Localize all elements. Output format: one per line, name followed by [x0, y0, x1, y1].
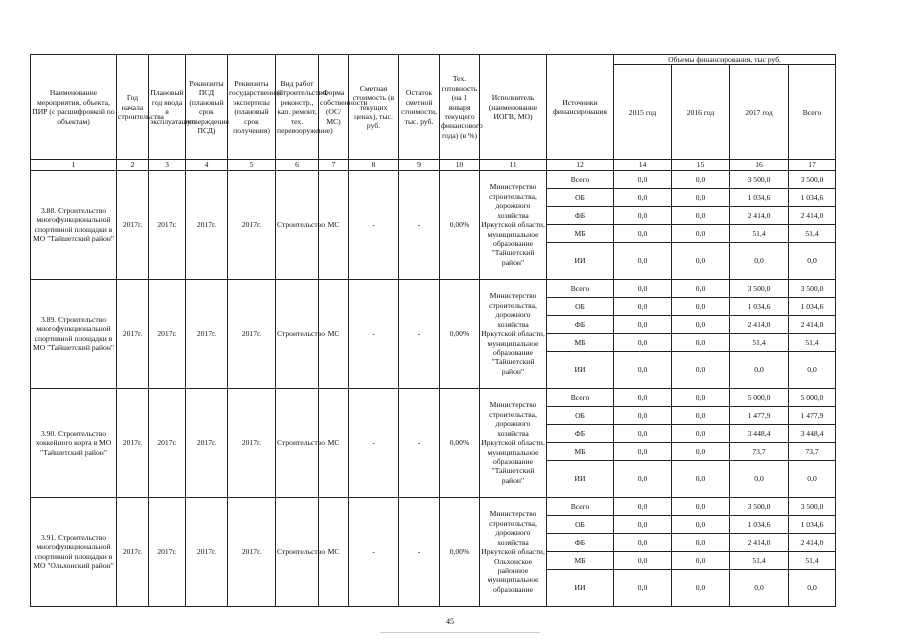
- column-number: 9: [399, 160, 440, 170]
- header-2016: 2016 год: [672, 65, 730, 160]
- work-type: Строительство: [276, 170, 319, 279]
- funding-total: 51,4: [789, 224, 836, 242]
- psd-date: 2017г.: [186, 388, 228, 497]
- table-row: [31, 497, 836, 515]
- column-number: 1: [31, 160, 117, 170]
- funding-y2016: 0,0: [672, 351, 730, 388]
- financing-table: [30, 54, 836, 607]
- expertise-date: 2017г.: [228, 388, 276, 497]
- funding-y2017: 3 500,0: [730, 279, 789, 297]
- header-2017: 2017 год: [730, 65, 789, 160]
- header-remainder: Остаток сметной стоимости, тыс. руб.: [399, 55, 440, 160]
- readiness-percent: 0,00%: [440, 279, 480, 388]
- header-name: Наименование мероприятия, объекта, ПИР (с расшифровкой по объектам): [31, 55, 117, 160]
- funding-source: ФБ: [547, 424, 614, 442]
- funding-y2017: 3 448,4: [730, 424, 789, 442]
- funding-total: 5 000,0: [789, 388, 836, 406]
- work-type: Строительство: [276, 279, 319, 388]
- remaining-cost: -: [399, 388, 440, 497]
- estimate-cost: -: [349, 170, 399, 279]
- funding-y2015: 0,0: [614, 424, 672, 442]
- estimate-cost: -: [349, 497, 399, 606]
- funding-y2017: 51,4: [730, 333, 789, 351]
- column-number: 4: [186, 160, 228, 170]
- psd-date: 2017г.: [186, 497, 228, 606]
- ownership-form: МС: [319, 388, 349, 497]
- commission-year: 2017г.: [149, 388, 186, 497]
- funding-total: 51,4: [789, 333, 836, 351]
- column-number: 10: [440, 160, 480, 170]
- funding-y2016: 0,0: [672, 442, 730, 460]
- column-numbers-row: [31, 160, 836, 170]
- funding-total: 1 034,6: [789, 297, 836, 315]
- funding-y2016: 0,0: [672, 188, 730, 206]
- funding-y2015: 0,0: [614, 297, 672, 315]
- header-total: Всего: [789, 65, 836, 160]
- header-readiness: Тех. готовность (на 1 января текущего финансового года) (в %): [440, 55, 480, 160]
- table-row: [31, 388, 836, 406]
- funding-source: ОБ: [547, 515, 614, 533]
- funding-source: ФБ: [547, 533, 614, 551]
- funding-y2015: 0,0: [614, 515, 672, 533]
- funding-source: МБ: [547, 333, 614, 351]
- funding-y2017: 3 500,0: [730, 497, 789, 515]
- funding-y2016: 0,0: [672, 297, 730, 315]
- expertise-date: 2017г.: [228, 497, 276, 606]
- funding-total: 1 034,6: [789, 515, 836, 533]
- psd-date: 2017г.: [186, 170, 228, 279]
- funding-y2015: 0,0: [614, 351, 672, 388]
- funding-y2017: 2 414,0: [730, 315, 789, 333]
- ownership-form: МС: [319, 497, 349, 606]
- funding-y2015: 0,0: [614, 569, 672, 606]
- column-number: 15: [672, 160, 730, 170]
- funding-y2015: 0,0: [614, 551, 672, 569]
- column-number: 11: [480, 160, 547, 170]
- funding-total: 1 477,9: [789, 406, 836, 424]
- funding-y2017: 73,7: [730, 442, 789, 460]
- funding-y2017: 1 477,9: [730, 406, 789, 424]
- funding-source: Всего: [547, 279, 614, 297]
- funding-y2017: 5 000,0: [730, 388, 789, 406]
- funding-total: 0,0: [789, 242, 836, 279]
- header-expertise: Реквизиты государственной экспертизы (плановый срок получения): [228, 55, 276, 160]
- object-name: 3.88. Строительство многофункциональной спортивной площадки в МО "Тайшетский район": [31, 170, 117, 279]
- funding-y2017: 1 034,6: [730, 515, 789, 533]
- start-year: 2017г.: [117, 388, 149, 497]
- funding-y2016: 0,0: [672, 515, 730, 533]
- funding-y2016: 0,0: [672, 388, 730, 406]
- funding-y2017: 3 500,0: [730, 170, 789, 188]
- header-ownership: Форма собственности (ОС/МС): [319, 55, 349, 160]
- bottom-edge-line: [380, 632, 540, 633]
- object-name: 3.90. Строительство хоккейного корта в МО "Тайшетский район": [31, 388, 117, 497]
- funding-source: ФБ: [547, 315, 614, 333]
- header-executor: Исполнитель (наименование ИОГВ, МО): [480, 55, 547, 160]
- funding-total: 73,7: [789, 442, 836, 460]
- funding-total: 0,0: [789, 460, 836, 497]
- expertise-date: 2017г.: [228, 279, 276, 388]
- funding-y2015: 0,0: [614, 460, 672, 497]
- funding-total: 3 500,0: [789, 279, 836, 297]
- funding-total: 0,0: [789, 351, 836, 388]
- header-financing-group: Объемы финансирования, тыс руб.: [614, 55, 836, 65]
- funding-y2015: 0,0: [614, 333, 672, 351]
- funding-source: МБ: [547, 551, 614, 569]
- funding-source: ИИ: [547, 460, 614, 497]
- funding-y2015: 0,0: [614, 206, 672, 224]
- funding-source: ИИ: [547, 569, 614, 606]
- funding-total: 51,4: [789, 551, 836, 569]
- header-commission-year: Плановый год ввода в эксплуатацию: [149, 55, 186, 160]
- funding-y2016: 0,0: [672, 460, 730, 497]
- table-row: [31, 279, 836, 297]
- ownership-form: МС: [319, 170, 349, 279]
- funding-source: ФБ: [547, 206, 614, 224]
- funding-y2015: 0,0: [614, 388, 672, 406]
- funding-y2015: 0,0: [614, 533, 672, 551]
- column-number: 3: [149, 160, 186, 170]
- funding-y2016: 0,0: [672, 206, 730, 224]
- funding-y2016: 0,0: [672, 551, 730, 569]
- funding-source: Всего: [547, 388, 614, 406]
- funding-y2017: 0,0: [730, 569, 789, 606]
- funding-source: ИИ: [547, 351, 614, 388]
- object-name: 3.89. Строительство многофункциональной спортивной площадки в МО "Тайшетский район": [31, 279, 117, 388]
- expertise-date: 2017г.: [228, 170, 276, 279]
- funding-source: МБ: [547, 224, 614, 242]
- column-number: 16: [730, 160, 789, 170]
- readiness-percent: 0,00%: [440, 388, 480, 497]
- page-number: 45: [446, 617, 454, 626]
- ownership-form: МС: [319, 279, 349, 388]
- funding-total: 2 414,0: [789, 206, 836, 224]
- funding-y2017: 2 414,0: [730, 206, 789, 224]
- header-start-year: Год начала строительства: [117, 55, 149, 160]
- psd-date: 2017г.: [186, 279, 228, 388]
- commission-year: 2017г.: [149, 497, 186, 606]
- funding-source: ОБ: [547, 406, 614, 424]
- funding-total: 0,0: [789, 569, 836, 606]
- header-sources: Источники финансирования: [547, 55, 614, 160]
- funding-y2016: 0,0: [672, 333, 730, 351]
- funding-y2015: 0,0: [614, 170, 672, 188]
- funding-y2016: 0,0: [672, 315, 730, 333]
- column-number: 12: [547, 160, 614, 170]
- funding-source: МБ: [547, 442, 614, 460]
- executor: Министерство строительства, дорожного хозяйства Иркутской области, муниципальное образование "Тайшетский район": [480, 388, 547, 497]
- start-year: 2017г.: [117, 170, 149, 279]
- commission-year: 2017г.: [149, 279, 186, 388]
- header-work-type: Вид работ (строительство, реконстр., кап. ремонт, тех. перевооружение): [276, 55, 319, 160]
- funding-y2016: 0,0: [672, 497, 730, 515]
- funding-y2015: 0,0: [614, 406, 672, 424]
- funding-source: ОБ: [547, 188, 614, 206]
- estimate-cost: -: [349, 388, 399, 497]
- table-row: [31, 170, 836, 188]
- funding-source: ОБ: [547, 297, 614, 315]
- funding-y2016: 0,0: [672, 224, 730, 242]
- readiness-percent: 0,00%: [440, 170, 480, 279]
- funding-y2015: 0,0: [614, 188, 672, 206]
- funding-y2016: 0,0: [672, 242, 730, 279]
- readiness-percent: 0,00%: [440, 497, 480, 606]
- column-number: 5: [228, 160, 276, 170]
- funding-total: 3 500,0: [789, 497, 836, 515]
- funding-total: 2 414,0: [789, 315, 836, 333]
- funding-y2017: 0,0: [730, 242, 789, 279]
- funding-y2016: 0,0: [672, 569, 730, 606]
- commission-year: 2017г.: [149, 170, 186, 279]
- funding-y2016: 0,0: [672, 170, 730, 188]
- funding-source: ИИ: [547, 242, 614, 279]
- funding-y2016: 0,0: [672, 279, 730, 297]
- header-estimate: Сметная стоимость (в текущих ценах), тыс. руб.: [349, 55, 399, 160]
- funding-total: 1 034,6: [789, 188, 836, 206]
- header-psd: Реквизиты ПСД (плановый срок утверждения ПСД): [186, 55, 228, 160]
- remaining-cost: -: [399, 279, 440, 388]
- executor: Министерство строительства, дорожного хозяйства Иркутской области, Ольхонское районное муниципальное образование: [480, 497, 547, 606]
- estimate-cost: -: [349, 279, 399, 388]
- start-year: 2017г.: [117, 279, 149, 388]
- funding-total: 2 414,0: [789, 533, 836, 551]
- funding-y2015: 0,0: [614, 497, 672, 515]
- funding-y2017: 0,0: [730, 460, 789, 497]
- funding-y2015: 0,0: [614, 442, 672, 460]
- funding-source: Всего: [547, 497, 614, 515]
- funding-y2016: 0,0: [672, 406, 730, 424]
- funding-y2016: 0,0: [672, 424, 730, 442]
- funding-y2015: 0,0: [614, 242, 672, 279]
- work-type: Строительство: [276, 388, 319, 497]
- funding-source: Всего: [547, 170, 614, 188]
- funding-y2017: 51,4: [730, 224, 789, 242]
- funding-y2017: 1 034,6: [730, 188, 789, 206]
- column-number: 7: [319, 160, 349, 170]
- funding-y2017: 2 414,0: [730, 533, 789, 551]
- funding-total: 3 448,4: [789, 424, 836, 442]
- executor: Министерство строительства, дорожного хозяйства Иркутской области, муниципальное образование "Тайшетский район": [480, 170, 547, 279]
- work-type: Строительство: [276, 497, 319, 606]
- column-number: 8: [349, 160, 399, 170]
- funding-y2015: 0,0: [614, 224, 672, 242]
- executor: Министерство строительства, дорожного хозяйства Иркутской области, муниципальное образование "Тайшетский район": [480, 279, 547, 388]
- funding-y2017: 1 034,6: [730, 297, 789, 315]
- funding-y2017: 51,4: [730, 551, 789, 569]
- funding-y2016: 0,0: [672, 533, 730, 551]
- start-year: 2017г.: [117, 497, 149, 606]
- column-number: 2: [117, 160, 149, 170]
- remaining-cost: -: [399, 170, 440, 279]
- column-number: 6: [276, 160, 319, 170]
- column-number: 14: [614, 160, 672, 170]
- column-number: 17: [789, 160, 836, 170]
- funding-y2015: 0,0: [614, 279, 672, 297]
- remaining-cost: -: [399, 497, 440, 606]
- object-name: 3.91. Строительство многофункциональной спортивной площадки в МО "Ольхонский район": [31, 497, 117, 606]
- funding-y2015: 0,0: [614, 315, 672, 333]
- header-2015: 2015 год: [614, 65, 672, 160]
- funding-y2017: 0,0: [730, 351, 789, 388]
- funding-total: 3 500,0: [789, 170, 836, 188]
